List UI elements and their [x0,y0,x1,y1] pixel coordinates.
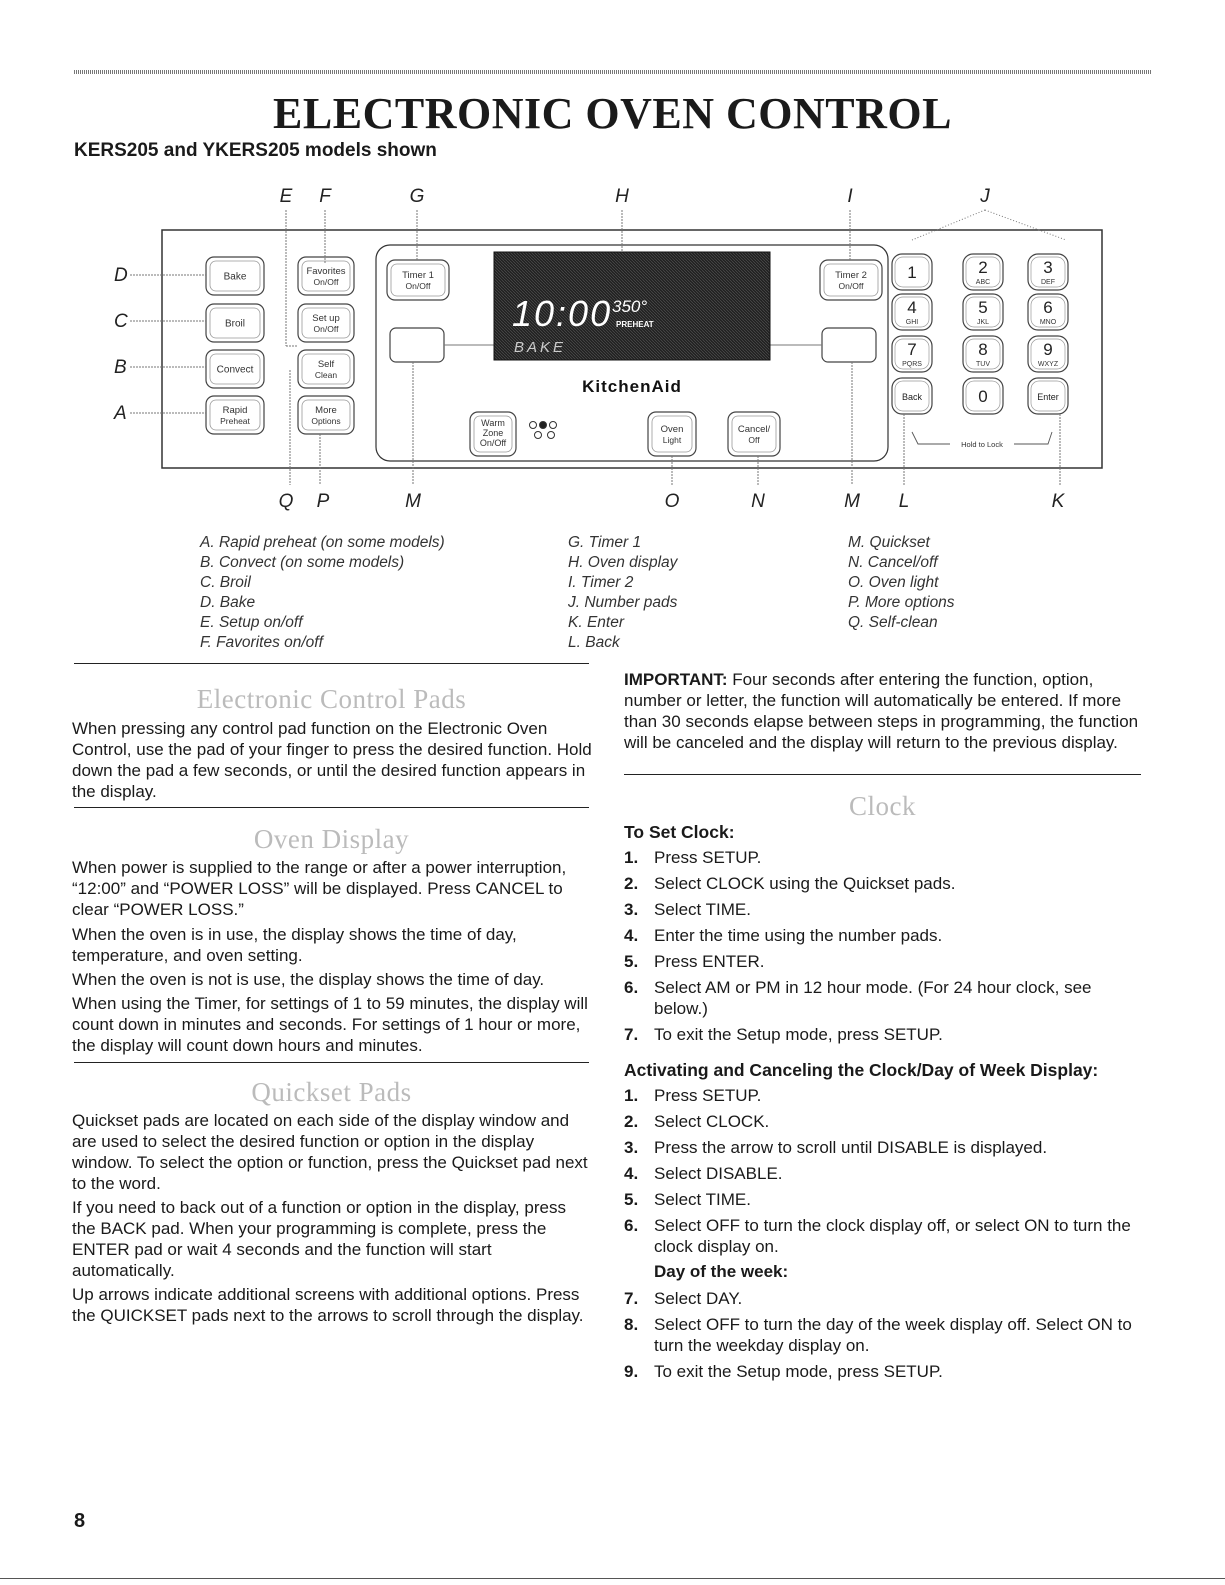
step-text: Enter the time using the number pads. [654,926,943,945]
important-label: IMPORTANT: [624,670,728,689]
legend-col-2 [568,533,677,653]
activate-steps [624,1085,1144,1387]
display-status: PREHEAT [616,320,654,329]
step-item [624,951,1144,972]
step-number: 7. [624,1025,639,1044]
callout-letter: F [319,186,331,207]
callout-letter: K [1051,491,1065,512]
step-text: Select DAY. [654,1289,743,1308]
step-text: Press ENTER. [654,952,765,971]
oven-display-text-1: When power is supplied to the range or after a power interruption, “12:00” and “POWER LOSS” will be displayed. Press CANCEL to clear “POWER LOSS.” [72,858,567,919]
quickset-text-1: Quickset pads are located on each side of the display window and are used to select the desired function or option in the display window. To select the option or function, press the Quickset pad next to the word. [72,1111,588,1193]
number-pad-letters: TUV [976,361,990,368]
display-temp: 350° [612,297,648,316]
pad-second-1-label: On/Off [313,324,339,334]
number-pad-digit: 6 [1043,298,1053,317]
set-clock-heading: To Set Clock: [624,822,735,842]
legend-item: Q. Self-clean [848,614,938,631]
number-pad-letters: WXYZ [1037,361,1059,368]
step-item [624,1361,1144,1382]
number-pad-letters: PQRS [902,361,922,368]
step-text: To exit the Setup mode, press SETUP. [654,1362,943,1381]
number-pad-digit: Back [901,392,923,402]
number-pad-digit: 1 [907,263,917,282]
legend-item: P. More options [848,594,955,611]
top-rule [74,70,1152,74]
important-text: Four seconds after entering the function, option, number or letter, the function will automatically be entered. If more than 30 seconds elapse between steps in programming, the function will be canceled and the display will return to the previous display. [624,670,1139,752]
activate-heading: Activating and Canceling the Clock/Day of Week Display: [624,1060,1099,1080]
section-rule [74,663,589,664]
callout-letter: M [405,491,421,512]
step-text: Select TIME. [654,900,751,919]
step-item [624,925,1144,946]
step-item [624,1137,1144,1158]
quickset-text-2: If you need to back out of a function or option in the display, press the BACK pad. When your programming is complete, press the ENTER pad or wait 4 seconds and the function will start automatically. [72,1198,566,1280]
legend-item: B. Convect (on some models) [200,554,405,571]
legend-item: M. Quickset [848,534,930,551]
step-number: 2. [624,1112,639,1131]
display-mode: BAKE [514,339,567,356]
pad-second-0-label: Favorites [306,266,346,277]
callout-letter: N [751,491,765,512]
number-pad-letters: DEF [1041,279,1055,286]
callout-letter: E [279,186,293,207]
display-time: 10:00 [512,293,613,334]
pad-left-1-label: Broil [224,318,246,330]
step-text: Press SETUP. [654,848,762,867]
number-pad-letters: GHI [905,319,919,326]
quickset-left [390,328,444,362]
callout-letter: L [898,491,910,512]
number-pad-digit: 3 [1043,258,1053,277]
legend-item: K. Enter [568,614,624,631]
callout-letter: G [409,186,425,207]
warm-zone-indicator [550,422,557,429]
pad-left-3-label: Rapid [222,405,248,416]
number-pad-letters: MNO [1039,319,1057,326]
step-number: 2. [624,874,639,893]
step-number: 1. [624,1086,639,1105]
step-number: 5. [624,1190,639,1209]
legend-item: H. Oven display [568,554,678,571]
step-text: Press SETUP. [654,1086,762,1105]
step-number: 8. [624,1315,639,1334]
legend-item: F. Favorites on/off [200,634,323,651]
warm-zone-indicator [530,422,537,429]
step-number: 6. [624,978,639,997]
pad-warm-zone-label: Zone [482,428,504,438]
step-item [624,1024,1144,1045]
section-rule [74,807,589,808]
step-text: Select AM or PM in 12 hour mode. (For 24 hour clock, see below.) [654,978,1092,1018]
warm-zone-indicator [535,432,542,439]
pad-cancel-off-label: Cancel/ [737,424,771,435]
step-item [624,899,1144,920]
oven-control-diagram [0,180,1225,520]
pad-second-2-label: Clean [314,370,338,380]
pad-timer1-label: On/Off [405,281,431,291]
callout-letter: B [114,357,127,378]
set-clock-steps [624,847,1144,1050]
quickset-text-3: Up arrows indicate additional screens with additional options. Press the QUICKSET pads next to the arrows to scroll through the display. [72,1285,584,1325]
pad-oven-light-label: Light [662,435,682,445]
step-text: Select OFF to turn the clock display off, or select ON to turn the clock display on. [654,1216,1131,1256]
oven-display-text-3: When the oven is not is use, the display shows the time of day. [72,970,545,989]
step-item [624,1085,1144,1106]
legend-item: L. Back [568,634,620,651]
step-number: 3. [624,900,639,919]
important-note [624,669,1144,753]
step-number: 7. [624,1289,639,1308]
step-text: Select TIME. [654,1190,751,1209]
number-pad-digit: 8 [978,340,988,359]
number-pad-digit: 7 [907,340,917,359]
step-number: 6. [624,1216,639,1235]
legend-col-1 [200,533,445,653]
pad-warm-zone-label: Warm [481,418,505,428]
pad-timer2-label: Timer 2 [835,270,867,281]
leader-line [985,210,1066,240]
step-text: To exit the Setup mode, press SETUP. [654,1025,943,1044]
legend-item: E. Setup on/off [200,614,303,631]
number-pad-digit: 5 [978,298,988,317]
quickset-right [822,328,876,362]
pad-timer2-label: On/Off [838,281,864,291]
pad-left-2-label: Convect [216,364,254,376]
pad-second-2-label: Self [317,359,335,370]
step-number: 1. [624,848,639,867]
legend-item: N. Cancel/off [848,554,938,571]
step-text: Select OFF to turn the day of the week display off. Select ON to turn the weekday display on. [654,1315,1132,1355]
oven-display-text-4: When using the Timer, for settings of 1 to 59 minutes, the display will count down in minutes and seconds. For settings of 1 hour or more, the display will count down hours and minutes. [72,994,588,1055]
callout-letter: D [114,265,128,286]
section-title-oven-display: Oven Display [253,824,410,854]
step-text: Select DISABLE. [654,1164,783,1183]
step-item [624,1189,1144,1210]
oven-display-text-2: When the oven is in use, the display shows the time of day, temperature, and oven setting. [72,925,517,965]
section-rule [74,1062,589,1063]
callout-letter: I [847,186,853,207]
number-pad-digit: 0 [978,387,988,406]
step-item [624,873,1144,894]
warm-zone-indicator [548,432,555,439]
section-title-control-pads: Electronic Control Pads [196,684,467,714]
control-pads-text: When pressing any control pad function on the Electronic Oven Control, use the pad of your finger to press the desired function. Hold down the pad a few seconds, or until the desired function appears in the display. [72,719,592,801]
step-item [624,1163,1144,1184]
page-title: ELECTRONIC OVEN CONTROL [273,89,952,138]
page-number: 8 [74,1510,86,1532]
step-number: 5. [624,952,639,971]
callout-letter: J [980,186,990,207]
callout-letter: C [114,311,128,332]
step-item [624,1288,1144,1309]
step-item [624,1314,1144,1356]
pad-second-3-label: More [315,405,337,416]
number-pad-digit: Enter [1037,392,1059,402]
step-item [624,977,1144,1019]
callout-letter: Q [278,491,294,512]
step-item [624,1215,1144,1257]
callout-letter: A [114,403,127,424]
legend-item: A. Rapid preheat (on some models) [200,534,445,551]
step-number: 3. [624,1138,639,1157]
pad-second-0-label: On/Off [313,277,339,287]
section-title-quickset: Quickset Pads [251,1077,412,1107]
step-number: 9. [624,1362,639,1381]
section-title-clock: Clock [849,791,916,821]
warm-zone-indicator [540,422,547,429]
legend-item: J. Number pads [568,594,678,611]
step-number: 4. [624,1164,639,1183]
section-rule [624,774,1141,775]
legend-item: D. Bake [200,594,256,611]
pad-timer1-label: Timer 1 [402,270,434,281]
number-pad-digit: 2 [978,258,988,277]
pad-oven-light-label: Oven [660,424,684,435]
step-number: 4. [624,926,639,945]
legend-item: I. Timer 2 [568,574,634,591]
hold-to-lock-label: Hold to Lock [961,440,1003,449]
brand-logo: KitchenAid [582,377,682,396]
callout-letter: O [664,491,680,512]
legend-item: O. Oven light [848,574,939,591]
step-item [624,847,1144,868]
step-text: Select CLOCK using the Quickset pads. [654,874,956,893]
pad-left-3-label: Preheat [220,416,250,426]
pad-cancel-off-label: Off [748,435,760,445]
step-text: Select CLOCK. [654,1112,770,1131]
day-of-week-label: Day of the week: [654,1262,789,1281]
pad-left-0-label: Bake [223,271,247,283]
callout-letter: P [316,491,330,512]
callout-letter: H [615,186,629,207]
legend-item: G. Timer 1 [568,534,642,551]
step-item [624,1111,1144,1132]
pad-second-1-label: Set up [312,313,340,324]
legend-item: C. Broil [200,574,251,591]
page-subtitle: KERS205 and YKERS205 models shown [74,140,437,161]
legend-col-3 [848,533,955,633]
pad-warm-zone-label: On/Off [479,438,507,448]
bottom-rule [0,1578,1225,1579]
leader-line [912,210,985,240]
number-pad-digit: 4 [907,298,917,317]
number-pad-digit: 9 [1043,340,1053,359]
number-pad-letters: ABC [975,279,991,286]
step-text: Press the arrow to scroll until DISABLE is displayed. [654,1138,1048,1157]
pad-second-3-label: Options [311,416,341,426]
callout-letter: M [844,491,860,512]
number-pad-letters: JKL [976,319,990,326]
